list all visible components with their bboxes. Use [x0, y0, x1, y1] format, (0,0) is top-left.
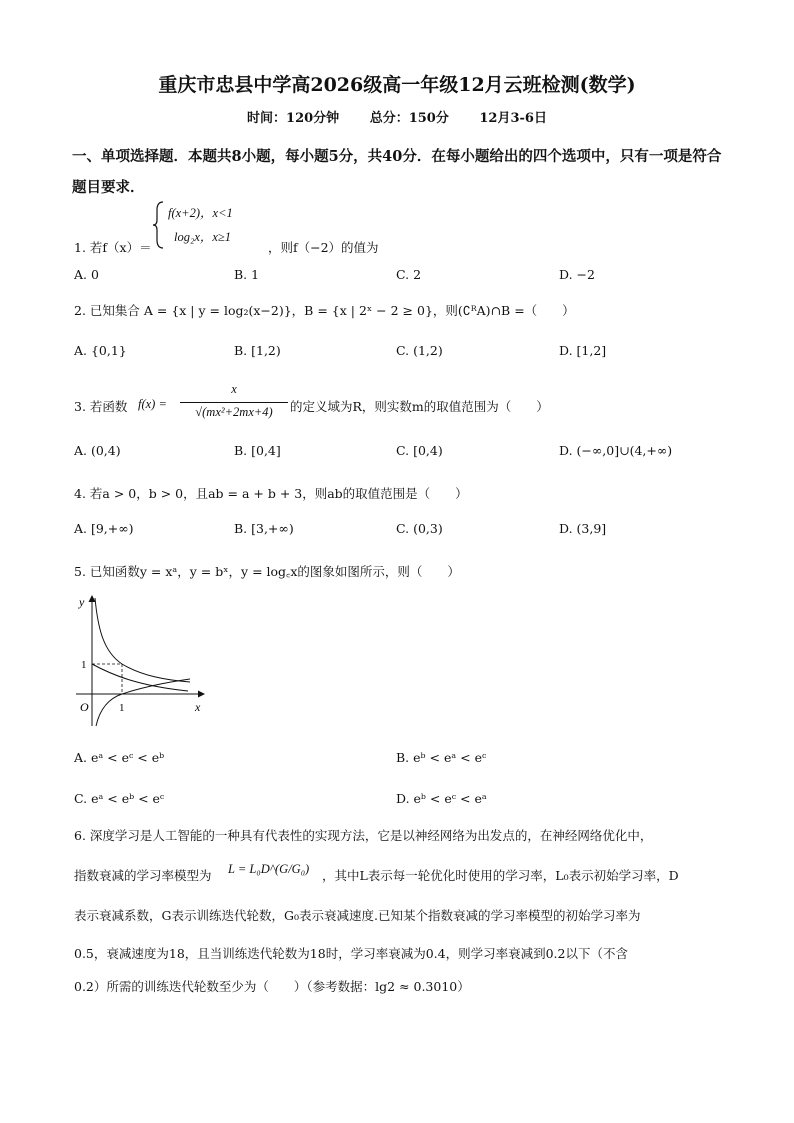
page-title: 重庆市忠县中学高2026级高一年级12月云班检测(数学) [158, 74, 636, 96]
q2-option-b: B. [1,2) [234, 343, 281, 358]
q1-case-2: log₂x，x≥1 [174, 230, 232, 244]
exam-info [0, 107, 794, 126]
q3-stem-before: 3. 若函数 [74, 399, 128, 414]
curve-log [96, 679, 190, 726]
q2-option-c: C. (1,2) [396, 343, 443, 358]
q2-option-a: A. {0,1} [74, 343, 127, 358]
curve-power [95, 598, 190, 682]
q1-option-d: D. −2 [559, 267, 595, 282]
q4-option-d: D. (3,9] [559, 521, 607, 536]
q6-line-1: 6. 深度学习是人工智能的一种具有代表性的实现方法，它是以神经网络为出发点的，在神经网络优化中， [74, 828, 653, 843]
q3-numerator: x [231, 382, 237, 396]
exam-score: 总分：150分 [369, 111, 449, 126]
q5-stem: 5. 已知函数y = xᵃ，y = bˣ，y = log꜀x的图象如图所示，则（ ） [74, 564, 460, 579]
graph-label-one-x: 1 [119, 702, 125, 714]
exam-date: 12月3-6日 [479, 111, 547, 126]
q5-option-b: B. eᵇ < eᵃ < eᶜ [396, 750, 487, 765]
q2-option-d: D. [1,2] [559, 343, 607, 358]
q1-stem [74, 238, 152, 256]
graph-label-origin: O [80, 700, 89, 714]
section-heading: 一、单项选择题．本题共8小题，每小题5分，共40分．在每小题给出的四个选项中，只有一项是符合题目要求． [72, 148, 722, 196]
q3-denominator: √(mx²+2mx+4) [195, 405, 273, 419]
q1-case-1: f(x+2)，x<1 [168, 206, 233, 220]
q1-option-c: C. 2 [396, 267, 422, 282]
q3-option-b: B. [0,4] [234, 443, 281, 458]
q6-formula: L = L₀D^(G/G₀) [228, 862, 310, 876]
q3-option-d: D. (−∞,0]∪(4,+∞) [559, 443, 673, 458]
graph-label-x: x [195, 700, 201, 714]
q1-option-b: B. 1 [234, 267, 260, 282]
q5-function-graph [70, 590, 215, 730]
q2-stem: 2. 已知集合 A = {x | y = log₂(x−2)}，B = {x | 2ˣ − 2 ≥ 0}，则(∁ᴿA)∩B =（ ） [74, 303, 575, 318]
q4-stem: 4. 若a > 0，b > 0，且ab = a + b + 3，则ab的取值范围是（ ） [74, 486, 468, 501]
q5-option-c: C. eᵃ < eᵇ < eᶜ [74, 791, 165, 806]
q6-line-2a: 指数衰减的学习率模型为 [74, 868, 212, 883]
q4-option-b: B. [3,+∞) [234, 521, 294, 536]
q6-line-5: 0.2）所需的训练迭代轮数至少为（ ）（参考数据：lg2 ≈ 0.3010） [74, 979, 470, 994]
q3-option-a: A. (0,4) [74, 443, 121, 458]
q3-option-c: C. [0,4) [396, 443, 443, 458]
q5-option-d: D. eᵇ < eᶜ < eᵃ [396, 791, 487, 806]
q3-func: f(x) = [138, 397, 167, 411]
q1-prefix: 若f（x）＝ [89, 240, 152, 255]
q5-option-a: A. eᵃ < eᶜ < eᵇ [74, 750, 165, 765]
q3-stem-after: 的定义域为R，则实数m的取值范围为（ ） [290, 399, 549, 414]
curve-exponential [92, 664, 188, 691]
graph-label-one-y: 1 [81, 659, 87, 671]
q3-fraction-bar [180, 402, 288, 403]
exam-time: 时间：120分钟 [247, 111, 340, 126]
graph-label-y: y [79, 595, 85, 609]
q6-line-4: 0.5，衰减速度为18，且当训练迭代轮数为18时，学习率衰减为0.4，则学习率衰减到0.2以下（不含 [74, 946, 628, 961]
q1-brace [152, 200, 166, 250]
q6-line-3: 表示衰减系数，G表示训练迭代轮数，G₀表示衰减速度.已知某个指数衰减的学习率模型的初始学习率为 [74, 908, 641, 923]
q1-option-a: A. 0 [74, 267, 99, 282]
q4-option-c: C. (0,3) [396, 521, 443, 536]
q1-number: 1. [74, 240, 86, 255]
q6-line-2b: ，其中L表示每一轮优化时使用的学习率，L₀表示初始学习率，D [322, 868, 679, 883]
q1-suffix: ，则f（−2）的值为 [268, 240, 379, 255]
q4-option-a: A. [9,+∞) [74, 521, 134, 536]
